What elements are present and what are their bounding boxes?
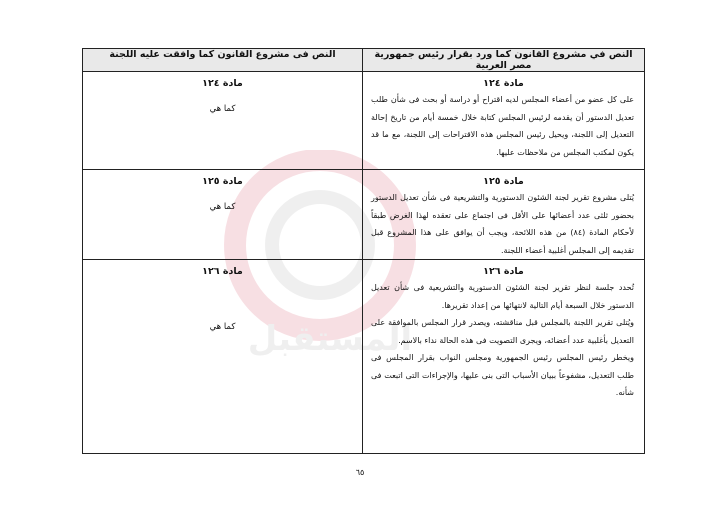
header-original-text: النص في مشروع القانون كما ورد بقرار رئيس جمهورية مصر العربية [363,49,645,72]
table-row [83,260,645,454]
committee-text: كما هي [209,104,236,114]
article-body [363,277,644,402]
committee-article-title: مادة ١٢٦ [202,266,243,277]
original-cell [363,72,645,170]
table-row [83,72,645,170]
committee-text: كما هي [209,322,236,332]
article-paragraph: يُتلى مشروع تقرير لجنة الشئون الدستورية والتشريعية فى شأن تعديل الدستور بحضور ثلثى عدد أعضائها على الأقل فى اجتماع على تعقده لهذا الغرض طبقاً لأحكام المادة (٨٤) من هذه اللائحة، ويجب أن يوافق على هذا المشروع قبل تقديمه إلى المجلس أغلبية أعضاء اللجنة. [371,193,635,255]
header-committee-text: النص فى مشروع القانون كما وافقت عليه اللجنة [83,49,363,72]
page-number: ٦٥ [355,468,365,477]
original-cell [363,170,645,260]
article-title: مادة ١٢٥ [483,176,524,187]
article-body [363,89,644,161]
watermark-text: المستقبل [247,319,413,359]
table-row [83,170,645,260]
table-header-row [83,49,645,72]
committee-cell [83,170,363,260]
committee-article-title: مادة ١٢٥ [202,176,243,187]
comparison-table [82,48,645,454]
committee-article-title: مادة ١٢٤ [202,78,243,89]
article-title: مادة ١٢٦ [483,266,524,277]
article-paragraph: ويخطر رئيس المجلس رئيس الجمهورية ومجلس النواب بقرار المجلس فى طلب التعديل، مشفوعاً ببيان الأسباب التى بنى عليها، والإجراءات التى اتبعت فى شأنه. [371,353,634,397]
article-paragraph: على كل عضو من أعضاء المجلس لديه اقتراح أو دراسة أو بحث فى شأن طلب تعديل الدستور أن يقدمه لرئيس المجلس كتابة خلال خمسة أيام من تاريخ إحالة التعديل إلى اللجنة، ويحيل رئيس المجلس هذه الاقتراحات إلى اللجنة، مع ما قد يكون لمكتب المجلس من ملاحظات عليها. [371,95,634,157]
committee-text: كما هي [209,202,236,212]
article-paragraph: تُحدد جلسة لنظر تقرير لجنة الشئون الدستورية والتشريعية فى شأن تعديل الدستور خلال السبعة أيام التالية لانتهائها من إعداد تقريرها. [371,283,634,310]
committee-cell [83,72,363,170]
article-body [363,187,644,259]
original-cell [363,260,645,454]
committee-cell [83,260,363,454]
article-paragraph: ويُتلى تقرير اللجنة بالمجلس قبل مناقشته، ويصدر قرار المجلس بالموافقة على التعديل بأغلبية عدد أعضائه، ويجرى التصويت فى هذه الحالة نداء بالاسم. [371,318,634,345]
article-title: مادة ١٢٤ [483,78,524,89]
